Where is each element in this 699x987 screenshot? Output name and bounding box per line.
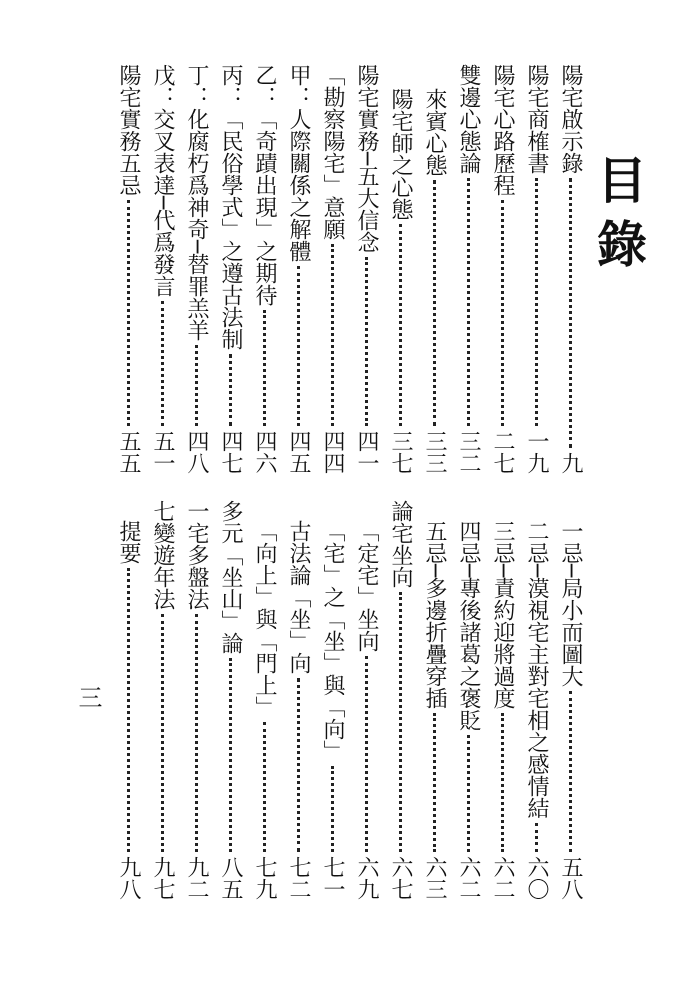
leader-dots <box>467 178 470 426</box>
toc-entry[interactable] <box>382 88 418 474</box>
leader-dots <box>161 614 164 852</box>
toc-entry[interactable] <box>348 64 384 474</box>
toc-entry[interactable] <box>144 64 180 474</box>
page-number: 三 <box>74 685 102 709</box>
toc-entry[interactable] <box>110 520 146 900</box>
leader-dots <box>331 244 334 426</box>
toc-entry-label: 陽宅啟示錄 <box>558 64 583 174</box>
toc-entry-page: 六二 <box>456 856 481 900</box>
toc-entry[interactable] <box>518 64 554 474</box>
toc-entry-page: 五一 <box>150 430 175 474</box>
toc-entry-label: 「勘察陽宅」意願 <box>320 64 345 240</box>
toc-entry-page: 七一 <box>320 856 345 900</box>
leader-dots <box>161 301 164 426</box>
toc-entry-label: 戊：交叉表達─代爲發言 <box>150 64 175 298</box>
leader-dots <box>229 354 232 426</box>
leader-dots <box>433 180 436 426</box>
leader-dots <box>467 735 470 852</box>
toc-entry[interactable] <box>314 64 350 474</box>
toc-entry-label: 陽宅心路歷程 <box>490 64 515 196</box>
toc-entry[interactable] <box>246 64 282 474</box>
toc-entry-label: 「宅」之「坐」與「向」 <box>320 520 345 762</box>
toc-entry[interactable] <box>416 88 452 474</box>
toc-entry[interactable] <box>178 500 214 900</box>
toc-entry-label: 雙邊心態論 <box>456 64 481 174</box>
toc-entry-label: 多元「坐山」論 <box>218 500 243 654</box>
toc-entry-label: 甲：人際關係之解體 <box>286 64 311 262</box>
toc-entry-label: 來賓心態 <box>422 88 447 176</box>
toc-entry-page: 三二 <box>456 430 481 474</box>
toc-entry-page: 六〇 <box>524 856 549 900</box>
leader-dots <box>535 178 538 426</box>
leader-dots <box>297 678 300 852</box>
toc-entry-page: 一九 <box>524 430 549 474</box>
toc-entry-page: 九八 <box>116 856 141 900</box>
leader-dots <box>365 257 368 426</box>
page-title: 目錄 <box>589 154 648 282</box>
toc-entry-label: 陽宅實務五忌 <box>116 64 141 196</box>
leader-dots <box>501 713 504 852</box>
leader-dots <box>433 713 436 852</box>
toc-entry-label: 丙：「民俗學式」之遵古法制 <box>218 64 243 350</box>
leader-dots <box>365 656 368 852</box>
toc-entry[interactable] <box>484 520 520 900</box>
toc-entry[interactable] <box>314 520 350 900</box>
leader-dots <box>297 266 300 426</box>
toc-entry-page: 九 <box>558 452 583 474</box>
toc-entry[interactable] <box>552 520 588 900</box>
leader-dots <box>127 200 130 426</box>
toc-entry-page: 四八 <box>184 430 209 474</box>
toc-entry-label: 陽宅師之心態 <box>388 88 413 220</box>
leader-dots <box>195 345 198 426</box>
toc-entry-label: 五忌─多邊折疊穿插 <box>422 520 447 710</box>
toc-entry[interactable] <box>450 520 486 900</box>
toc-entry-label: 七變遊年法 <box>150 500 175 610</box>
toc-entry-label: 三忌─責約迎將過度 <box>490 520 515 710</box>
toc-entry-page: 四一 <box>354 430 379 474</box>
leader-dots <box>229 658 232 852</box>
toc-entry-page: 六七 <box>388 856 413 900</box>
toc-entry-page: 九七 <box>150 856 175 900</box>
toc-entry-page: 二七 <box>490 430 515 474</box>
toc-entry-label: 陽宅商榷書 <box>524 64 549 174</box>
toc-entry-page: 三七 <box>388 430 413 474</box>
toc-entry-label: 古法論「坐」向 <box>286 520 311 674</box>
toc-entry-page: 七九 <box>252 856 277 900</box>
toc-entry[interactable] <box>178 64 214 474</box>
toc-entry-label: 陽宅實務─五大信念 <box>354 64 379 254</box>
toc-entry-page: 五八 <box>558 856 583 900</box>
toc-entry[interactable] <box>518 520 554 900</box>
toc-entry-label: 四忌─專後諸葛之褒貶 <box>456 520 481 732</box>
toc-entry-label: 一宅多盤法 <box>184 500 209 610</box>
leader-dots <box>399 592 402 852</box>
toc-entry[interactable] <box>144 500 180 900</box>
toc-entry[interactable] <box>280 64 316 474</box>
toc-entry[interactable] <box>348 520 384 900</box>
toc-entry-page: 六九 <box>354 856 379 900</box>
leader-dots <box>263 310 266 426</box>
toc-entry[interactable] <box>280 520 316 900</box>
toc-entry-page: 八五 <box>218 856 243 900</box>
toc-entry-page: 九二 <box>184 856 209 900</box>
toc-entry[interactable] <box>552 64 588 474</box>
leader-dots <box>331 766 334 852</box>
leader-dots <box>569 178 572 448</box>
leader-dots <box>263 722 266 852</box>
toc-entry[interactable] <box>212 500 248 900</box>
toc-entry-page: 四六 <box>252 430 277 474</box>
toc-entry[interactable] <box>246 520 282 900</box>
toc-entry-page: 三三 <box>422 430 447 474</box>
toc-entry-page: 五五 <box>116 430 141 474</box>
leader-dots <box>399 224 402 426</box>
leader-dots <box>127 568 130 852</box>
toc-entry-label: 一忌─局小而圖大 <box>558 520 583 688</box>
toc-entry-label: 二忌─漠視宅主對宅相之感情結 <box>524 520 549 820</box>
toc-entry[interactable] <box>382 500 418 900</box>
toc-entry-page: 四五 <box>286 430 311 474</box>
toc-entry-page: 六二 <box>490 856 515 900</box>
toc-entry-label: 乙：「奇蹟出現」之期待 <box>252 64 277 306</box>
toc-entry-label: 「定宅」坐向 <box>354 520 379 652</box>
toc-entry-page: 四七 <box>218 430 243 474</box>
toc-entry-label: 丁：化腐朽爲神奇─替罪羔羊 <box>184 64 209 342</box>
toc-entry-page: 四四 <box>320 430 345 474</box>
toc-entry-label: 提要 <box>116 520 141 564</box>
leader-dots <box>569 691 572 852</box>
toc-entry[interactable] <box>212 64 248 474</box>
leader-dots <box>501 200 504 426</box>
toc-entry-page: 六三 <box>422 856 447 900</box>
toc-entry[interactable] <box>110 64 146 474</box>
toc-entry-label: 論宅坐向 <box>388 500 413 588</box>
leader-dots <box>195 614 198 852</box>
toc-entry[interactable] <box>416 520 452 900</box>
leader-dots <box>535 823 538 852</box>
toc-entry[interactable] <box>450 64 486 474</box>
toc-entry[interactable] <box>484 64 520 474</box>
toc-entry-label: 「向上」與「門上」 <box>252 520 277 718</box>
toc-entry-page: 七二 <box>286 856 311 900</box>
